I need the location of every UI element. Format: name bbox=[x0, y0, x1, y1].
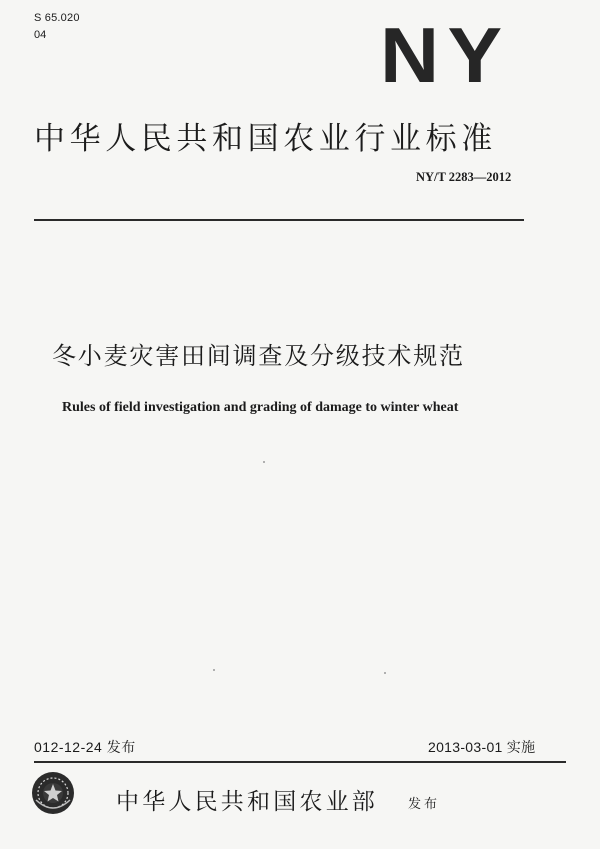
issue-date: 012-12-24 发布 bbox=[34, 739, 136, 755]
scan-speck bbox=[263, 461, 265, 463]
standard-category-title: 中华人民共和国农业行业标准 bbox=[34, 121, 497, 157]
header-divider bbox=[34, 219, 524, 221]
issuing-authority-suffix: 发布 bbox=[408, 797, 441, 812]
scan-speck bbox=[384, 672, 386, 674]
standard-number: NY/T 2283—2012 bbox=[416, 170, 512, 184]
footer-divider bbox=[34, 761, 566, 763]
implementation-date: 2013-03-01 实施 bbox=[428, 739, 536, 755]
document-title-english: Rules of field investigation and grading of damage to winter wheat bbox=[62, 400, 459, 415]
ny-standard-mark: NY bbox=[380, 11, 511, 99]
document-title-chinese: 冬小麦灾害田间调查及分级技术规范 bbox=[52, 342, 465, 370]
scan-speck bbox=[213, 669, 215, 671]
ics-code: S 65.020 bbox=[34, 12, 80, 24]
ministry-seal-icon bbox=[30, 770, 76, 816]
classification-code: 04 bbox=[34, 29, 47, 41]
issuing-authority: 中华人民共和国农业部 bbox=[116, 789, 378, 815]
